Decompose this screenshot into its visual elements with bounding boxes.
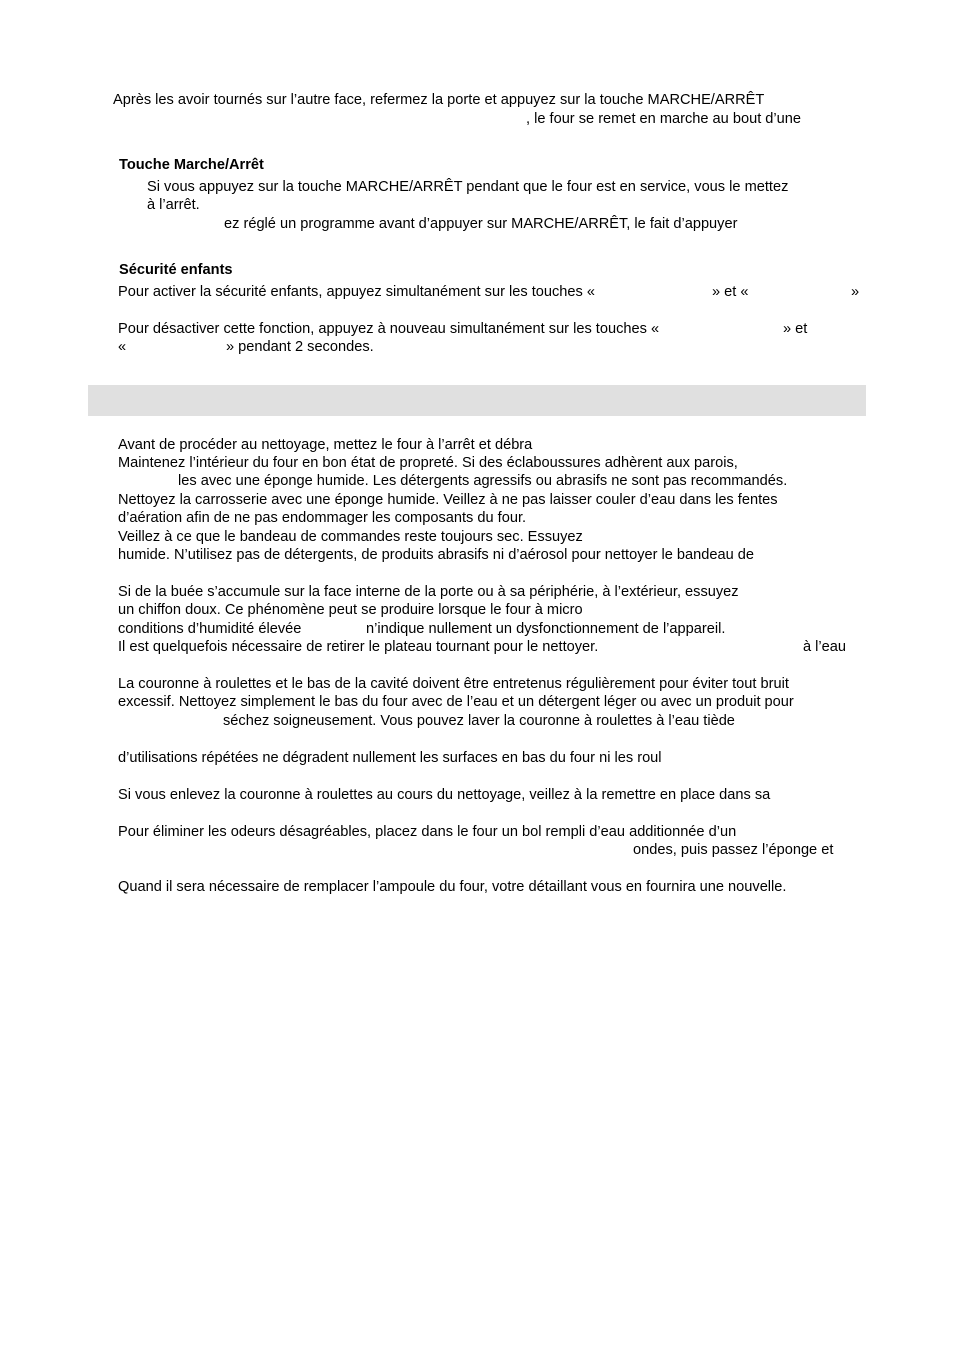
securite-deactivate-b: » et (783, 321, 808, 337)
entretien-line-14: séchez soigneusement. Vous pouvez laver la couronne à roulettes à l’eau tiède (223, 713, 735, 729)
section-header-bar (88, 385, 866, 416)
entretien-line-13: excessif. Nettoyez simplement le bas du four avec de l’eau et un détergent léger ou avec un produit pour (118, 694, 794, 710)
section-title-marche-arret: Touche Marche/Arrêt (119, 157, 264, 173)
entretien-line-10a: conditions d’humidité élevée (118, 621, 302, 637)
entretien-line-5: d’aération afin de ne pas endommager les composants du four. (118, 510, 527, 526)
entretien-line-10b: n’indique nullement un dysfonctionnement de l’appareil. (366, 621, 726, 637)
entretien-line-2: Maintenez l’intérieur du four en bon état de propreté. Si des éclaboussures adhèrent aux parois, (118, 455, 738, 471)
entretien-line-15: d’utilisations répétées ne dégradent nullement les surfaces en bas du four ni les roul (118, 750, 662, 766)
securite-activate-b: » et « (712, 284, 749, 300)
marche-arret-line-1: Si vous appuyez sur la touche MARCHE/ARRÊT pendant que le four est en service, vous le mettez (147, 179, 789, 195)
marche-arret-line-3: ez réglé un programme avant d’appuyer sur MARCHE/ARRÊT, le fait d’appuyer (224, 216, 738, 232)
entretien-line-9: un chiffon doux. Ce phénomène peut se produire lorsque le four à micro (118, 602, 583, 618)
entretien-line-16: Si vous enlevez la couronne à roulettes au cours du nettoyage, veillez à la remettre en place dans sa (118, 787, 771, 803)
entretien-line-11a: Il est quelquefois nécessaire de retirer le plateau tournant pour le nettoyer. (118, 639, 599, 655)
entretien-line-17: Pour éliminer les odeurs désagréables, placez dans le four un bol rempli d’eau additionnée d’un (118, 824, 737, 840)
securite-deactivate-a: Pour désactiver cette fonction, appuyez à nouveau simultanément sur les touches « (118, 321, 660, 337)
entretien-line-12: La couronne à roulettes et le bas de la cavité doivent être entretenus régulièrement pour éviter tout bruit (118, 676, 789, 692)
entretien-line-19: Quand il sera nécessaire de remplacer l’ampoule du four, votre détaillant vous en fournira une nouvelle. (118, 879, 787, 895)
securite-deactivate-d: » pendant 2 secondes. (226, 339, 374, 355)
marche-arret-line-2: à l’arrêt. (147, 197, 200, 213)
entretien-line-1: Avant de procéder au nettoyage, mettez le four à l’arrêt et débra (118, 437, 533, 453)
entretien-line-7: humide. N’utilisez pas de détergents, de produits abrasifs ni d’aérosol pour nettoyer le bandeau de (118, 547, 755, 563)
entretien-line-8: Si de la buée s’accumule sur la face interne de la porte ou à sa périphérie, à l’extérieur, essuyez (118, 584, 739, 600)
securite-deactivate-c: « (118, 339, 127, 355)
securite-activate-a: Pour activer la sécurité enfants, appuyez simultanément sur les touches « (118, 284, 595, 300)
entretien-line-18: ondes, puis passez l’éponge et (633, 842, 834, 858)
intro-line-1: Après les avoir tournés sur l’autre face, refermez la porte et appuyez sur la touche MARCHE/ARRÊT (113, 92, 765, 108)
intro-line-2: , le four se remet en marche au bout d’une (526, 111, 802, 127)
entretien-line-11b: à l’eau (803, 639, 847, 655)
entretien-line-4: Nettoyez la carrosserie avec une éponge humide. Veillez à ne pas laisser couler d’eau dans les fentes (118, 492, 778, 508)
entretien-line-6: Veillez à ce que le bandeau de commandes reste toujours sec. Essuyez (118, 529, 583, 545)
section-title-securite: Sécurité enfants (119, 262, 233, 278)
securite-activate-c: » (851, 284, 860, 300)
entretien-line-3: les avec une éponge humide. Les détergents agressifs ou abrasifs ne sont pas recommandés. (178, 473, 788, 489)
